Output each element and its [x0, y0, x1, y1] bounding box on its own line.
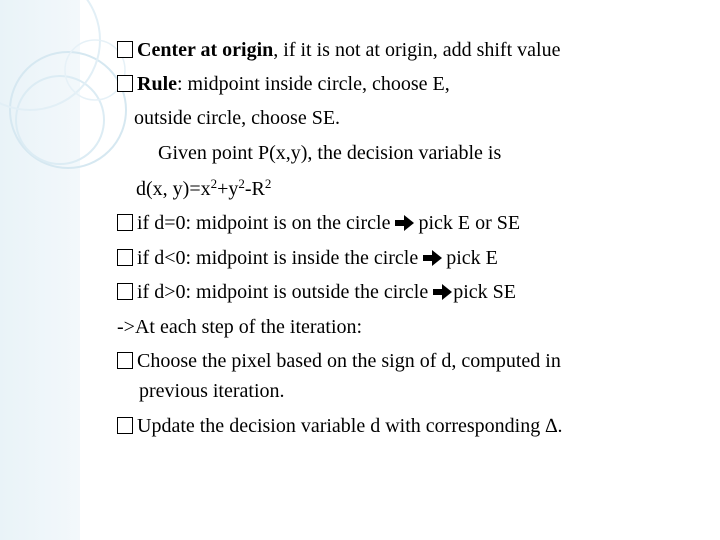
bullet-text: if d>0: midpoint is outside the circle — [137, 281, 429, 303]
box-bullet-icon — [117, 352, 133, 369]
bullet-rule — [117, 74, 450, 94]
bold-term: Center at origin — [137, 39, 274, 61]
box-bullet-icon — [117, 75, 133, 92]
bullet-d-less-zero — [117, 248, 498, 268]
box-bullet-icon — [117, 283, 133, 300]
formula-part: +y — [217, 178, 239, 200]
bullet-text: pick E — [446, 247, 498, 269]
bullet-text: if d<0: midpoint is inside the circle — [137, 247, 419, 269]
iteration-step-line: ->At each step of the iteration: — [117, 316, 363, 338]
bullet-text: , if it is not at origin, add shift value — [273, 39, 561, 61]
rule-continuation: outside circle, choose SE. — [134, 107, 341, 129]
bullet-update-variable — [117, 416, 562, 436]
box-bullet-icon — [117, 417, 133, 434]
bold-term: Rule — [137, 73, 177, 95]
box-bullet-icon — [117, 41, 133, 58]
bullet-text: : midpoint inside circle, choose E, — [177, 73, 450, 95]
formula-exponent: 2 — [210, 176, 218, 191]
bullet-d-greater-zero — [117, 282, 516, 302]
choose-continuation: previous iteration. — [139, 380, 285, 402]
box-bullet-icon — [117, 214, 133, 231]
formula-exponent: 2 — [238, 176, 245, 191]
bullet-text: pick SE — [453, 281, 517, 303]
bullet-d-equals-zero — [117, 213, 520, 233]
bullet-text: pick E or SE — [418, 212, 521, 234]
bullet-text: if d=0: midpoint is on the circle — [137, 212, 391, 234]
given-point-line: Given point P(x,y), the decision variable is — [158, 142, 502, 164]
formula-part: d(x, y)=x — [136, 178, 211, 200]
right-arrow-icon — [433, 284, 452, 300]
bullet-text: Choose the pixel based on the sign of d, computed in — [137, 350, 561, 372]
right-arrow-icon — [395, 215, 414, 231]
decision-formula — [136, 176, 272, 200]
bullet-text: Update the decision variable d with corresponding ∆. — [137, 415, 563, 437]
formula-exponent: 2 — [264, 176, 272, 191]
right-arrow-icon — [423, 250, 442, 266]
bullet-choose-pixel — [117, 351, 561, 371]
box-bullet-icon — [117, 249, 133, 266]
formula-part: -R — [244, 178, 265, 200]
bullet-center-at-origin — [117, 40, 560, 60]
